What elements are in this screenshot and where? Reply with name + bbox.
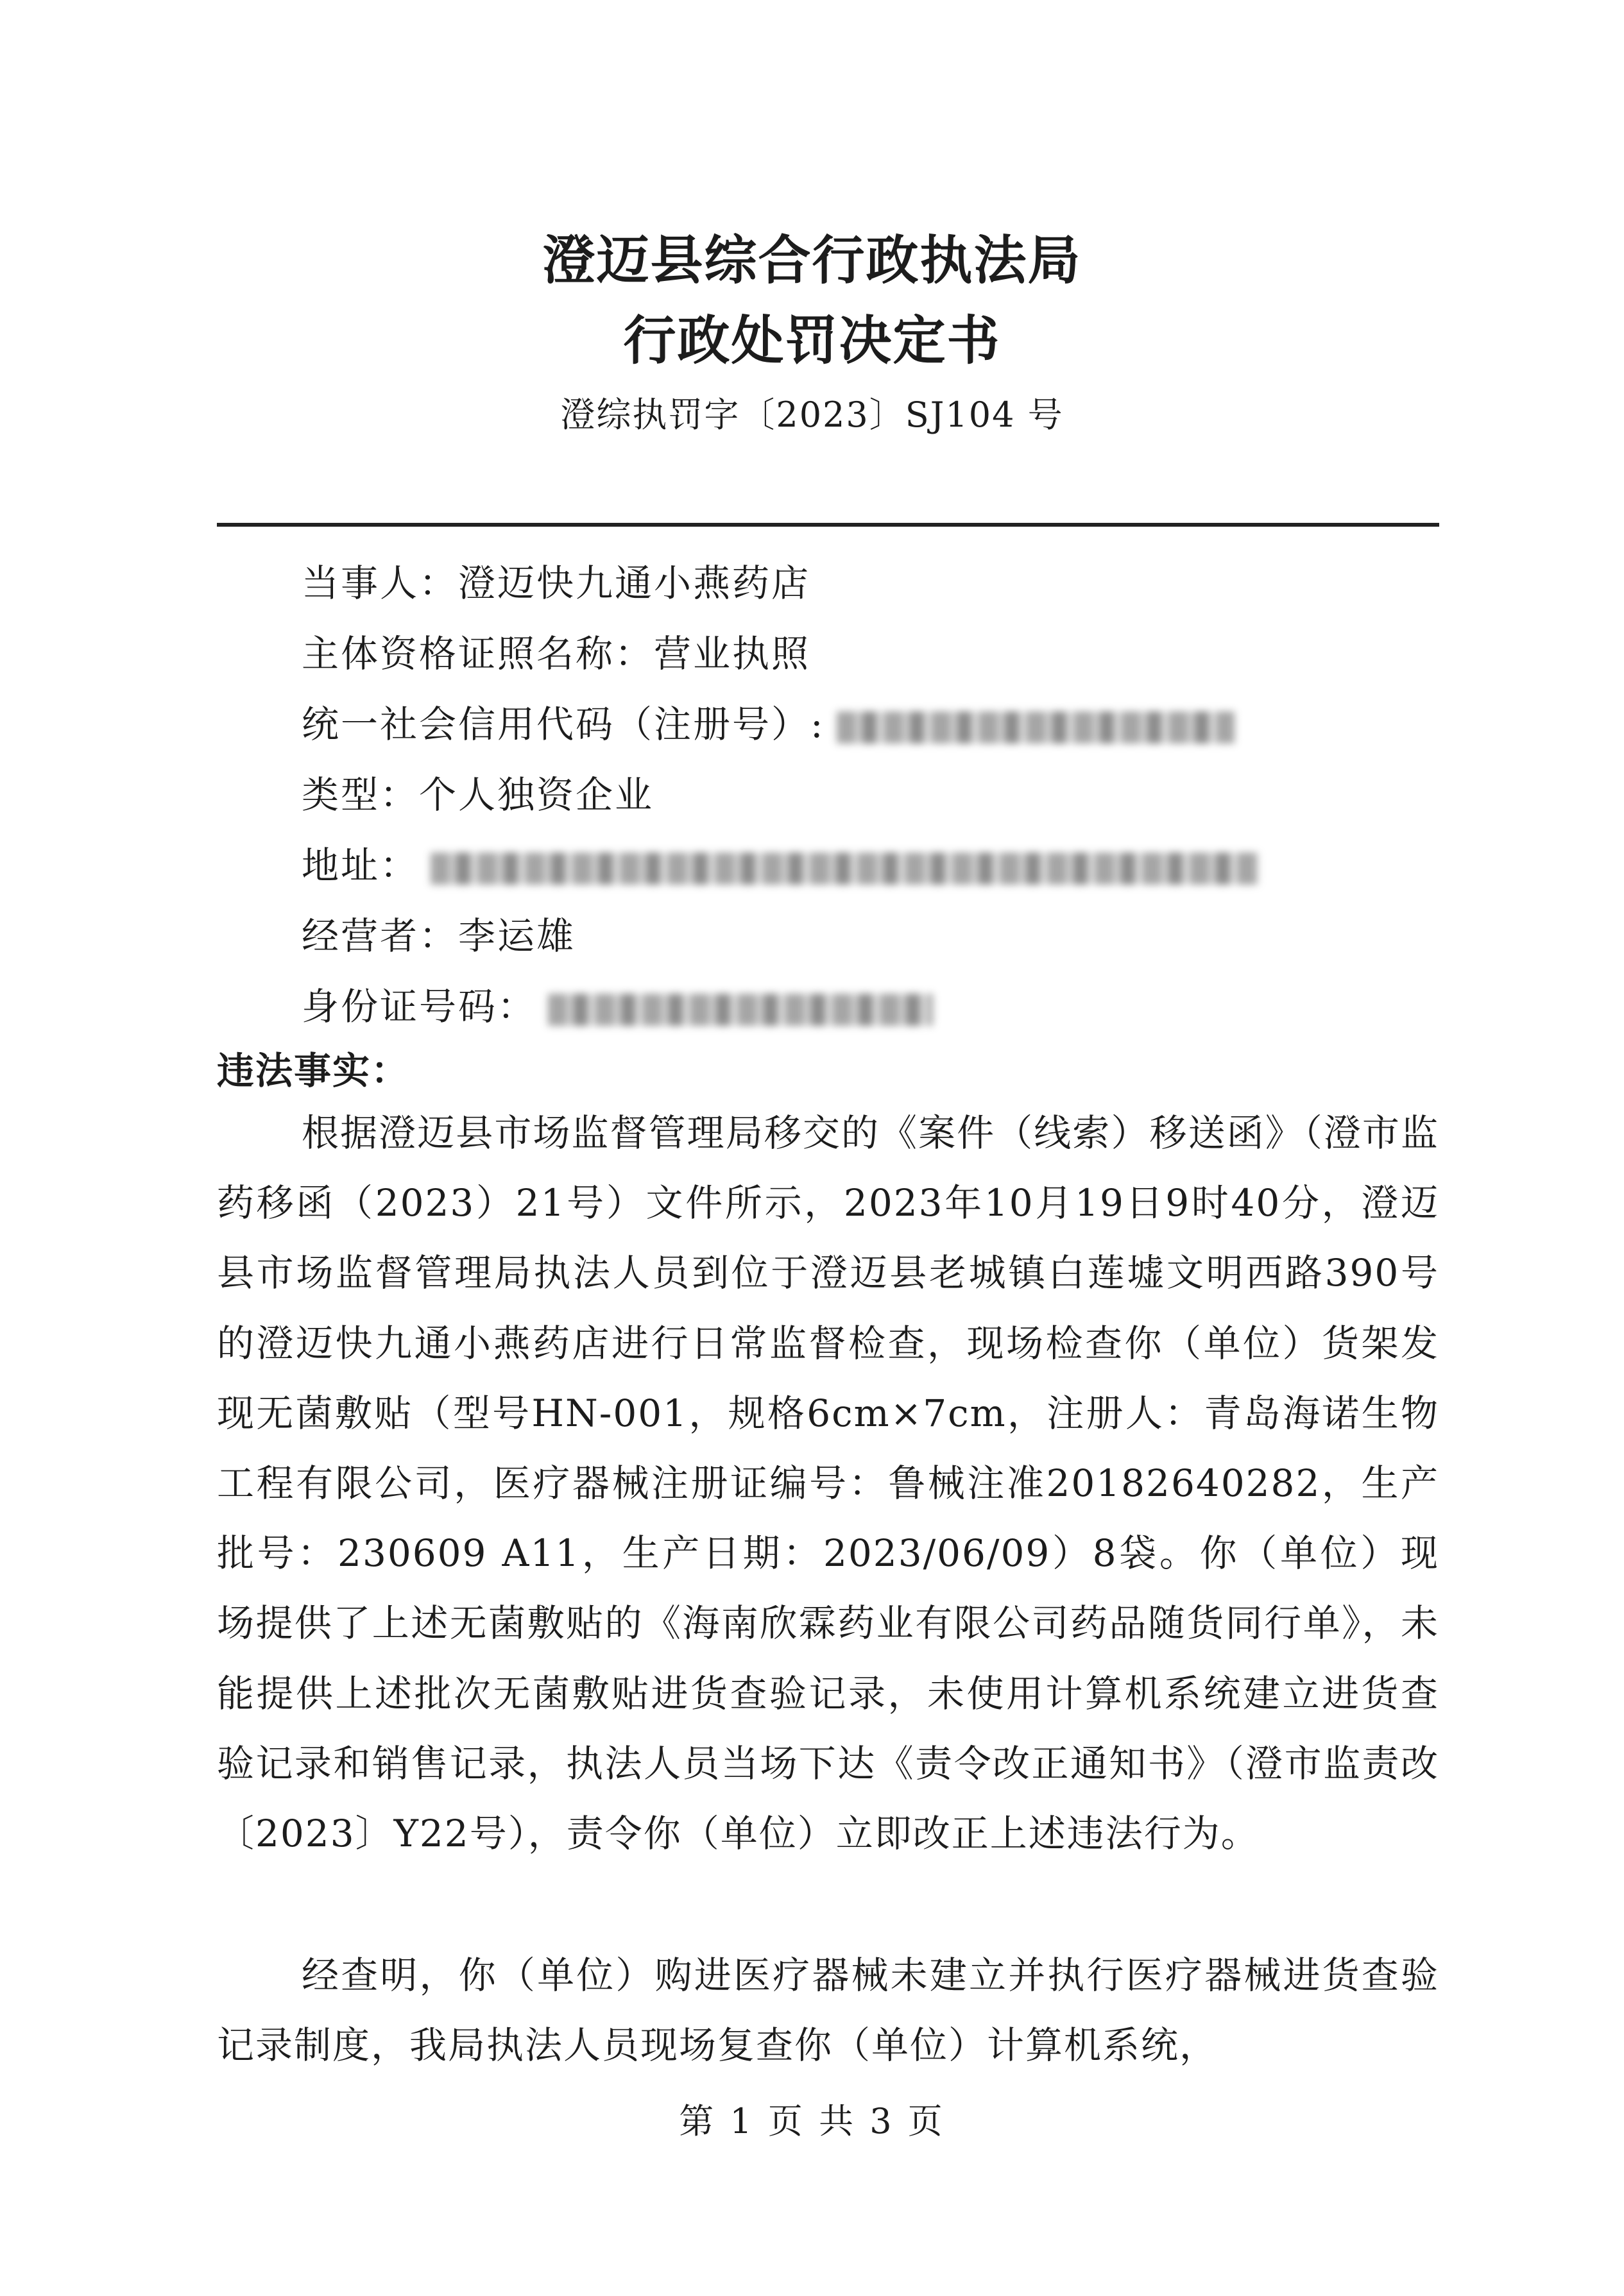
redacted-credit-code [837,711,1235,744]
document-number: 澄综执罚字〔2023〕SJ104 号 [560,395,1064,435]
party-name: 当事人：澄迈快九通小燕药店 [302,561,811,605]
facts-paragraph-2: 经查明，你（单位）购进医疗器械未建立并执行医疗器械进货查验记录制度，我局执法人员现场复查你（单位）计算机系统， [217,1953,1439,2068]
header-divider [217,523,1439,527]
credit-code-label: 统一社会信用代码（注册号）: [302,702,825,746]
address-label: 地址： [302,844,420,887]
redacted-id-number [548,994,933,1026]
facts-heading: 违法事实： [217,1049,410,1093]
id-label: 身份证号码： [302,985,537,1028]
page-number: 第 1 页 共 3 页 [679,2101,945,2141]
document-title: 行政处罚决定书 [623,310,1001,371]
entity-type: 类型：个人独资企业 [302,773,654,817]
redacted-address [431,853,1258,885]
address-row [302,844,1258,887]
facts-paragraph-1: 根据澄迈县市场监督管理局移交的《案件（线索）移送函》（澄市监药移函（2023）21号）文件所示，2023年10月19日9时40分，澄迈县市场监督管理局执法人员到位于澄迈县老城镇白莲墟文明西路390号的澄迈快九通小燕药店进行日常监督检查，现场检查你（单位）货架发现无菌敷贴（型号HN-001，规格6cm×7cm，注册人：青岛海诺生物工程有限公司，医疗器械注册证编号：鲁械注准20182640282，生产批号：230609 A11，生产日期：2023/06/09）8袋。你（单位）现场提供了上述无菌敷贴的《海南欣霖药业有限公司药品随货同行单》，未能提供上述批次无菌敷贴进货查验记录，未使用计算机系统建立进货查验记录和销售记录，执法人员当场下达《责令改正通知书》（澄市监责改〔2023〕Y22号），责令你（单位）立即改正上述违法行为。 [217,1111,1439,1856]
license-name: 主体资格证照名称：营业执照 [302,632,811,676]
id-row [302,985,933,1028]
agency-title: 澄迈县综合行政执法局 [542,230,1082,291]
operator: 经营者：李运雄 [302,914,576,958]
credit-code-row [302,702,1235,746]
